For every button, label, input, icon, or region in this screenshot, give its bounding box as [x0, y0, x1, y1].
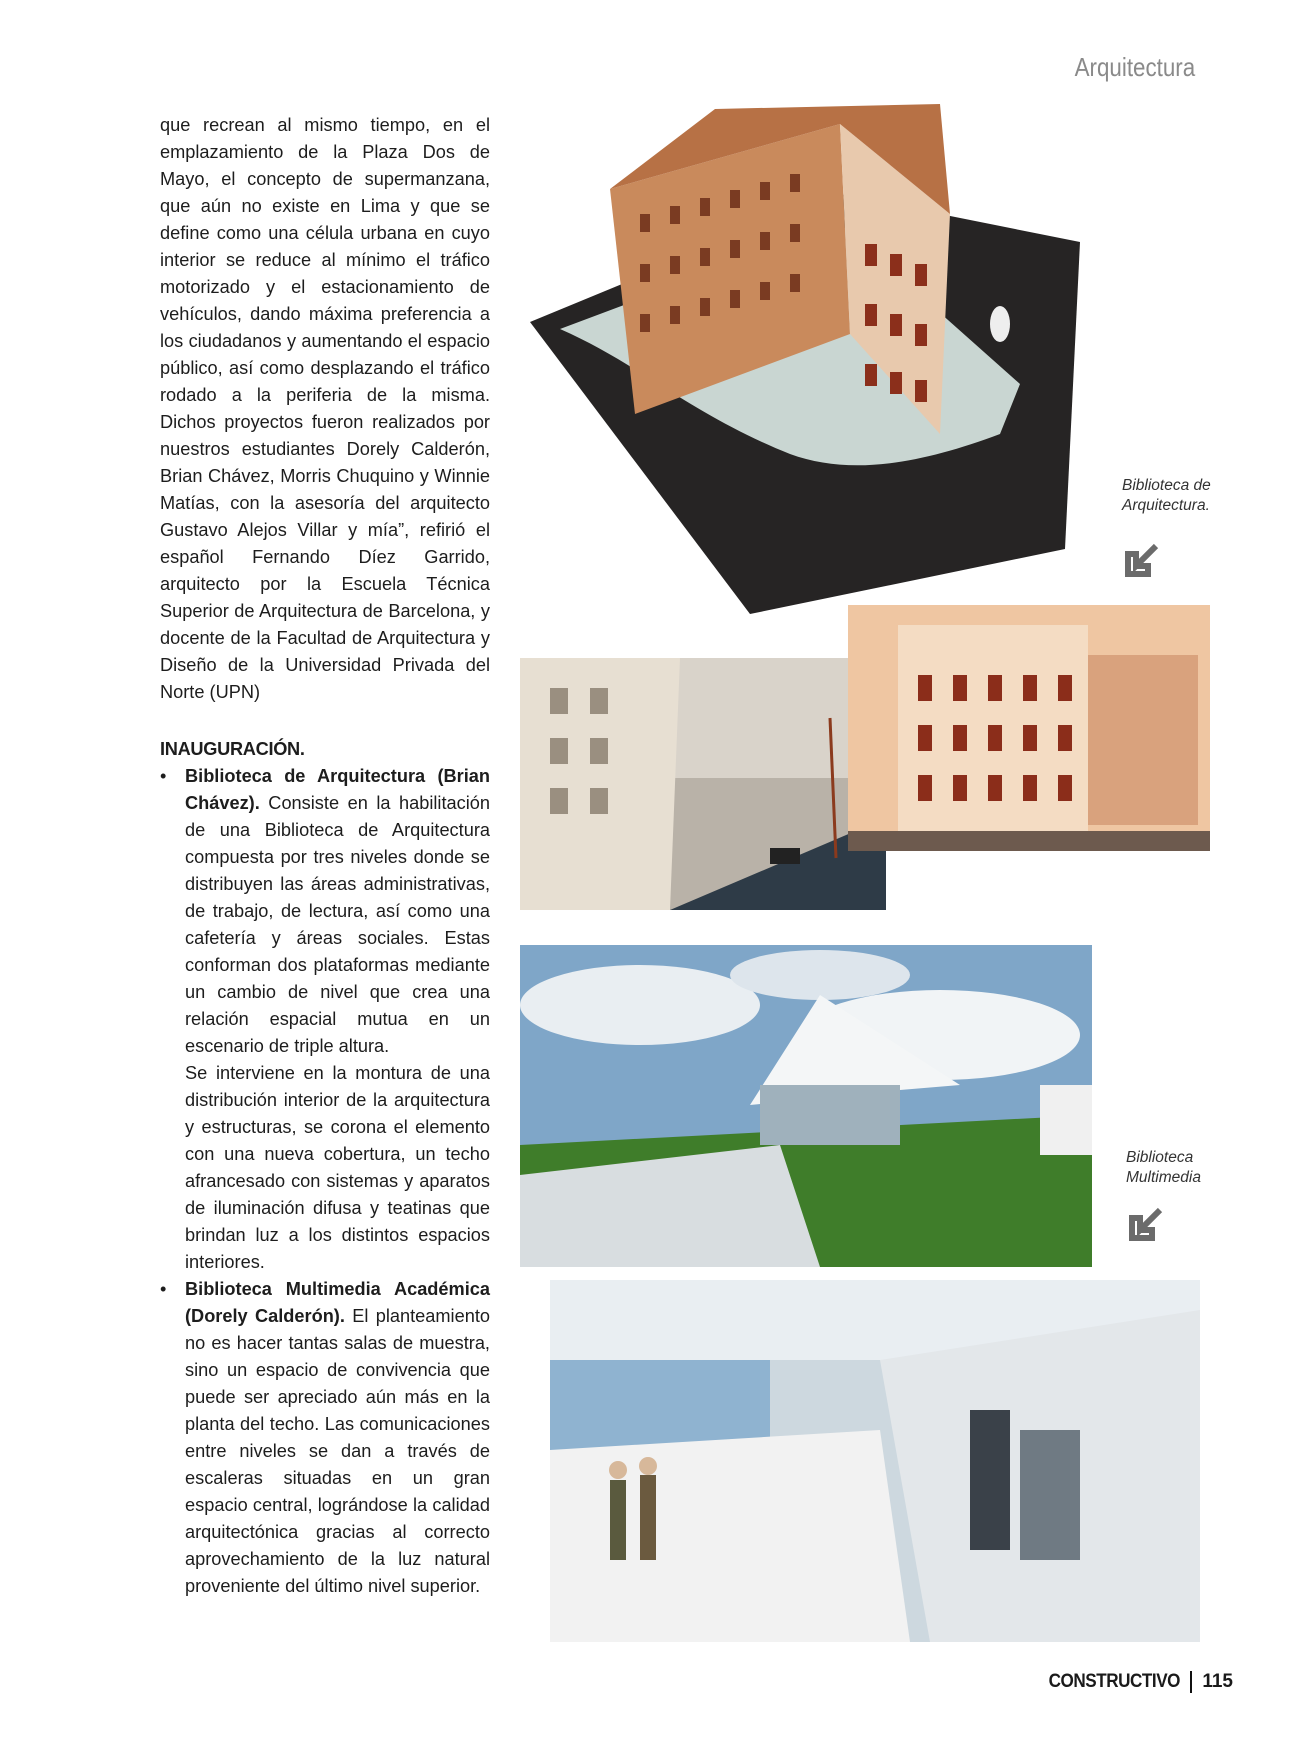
photo-architecture-library-model [520, 104, 1100, 614]
item-title: Biblioteca Multimedia Académica (Dorely Calderón). [185, 1279, 490, 1326]
section-label: Arquitectura [1074, 52, 1195, 82]
bullet-dot: • [160, 766, 167, 786]
bullet-dot: • [160, 1279, 167, 1299]
photo-multimedia-library-exterior [520, 945, 1092, 1267]
caption-architecture-library [1122, 476, 1211, 516]
photo-model-street-closeup [520, 658, 886, 910]
list-item-multimedia-library [160, 1276, 490, 1600]
page-footer [1034, 1671, 1233, 1693]
photo-model-facade [848, 605, 1210, 851]
caption-line: Biblioteca [1126, 1149, 1194, 1166]
intro-paragraph: que recrean al mismo tiempo, en el emplazamiento de la Plaza Dos de Mayo, el concepto de supermanzana, que aún no existe en Lima y que se define como una célula urbana en cuyo interior se reduce al mínimo el tráfico motorizado y el estacionamiento de vehículos, dando máxima preferencia a los ciudadanos y aumentando el espacio público, así como desplazando el tráfico rodado a la periferia de la misma. Dichos proyectos fueron realizados por nuestros estudiantes Dorely Calderón, Brian Chávez, Morris Chuquino y Winnie Matías, con la asesoría del arquitecto Gustavo Alejos Villar y mía”, refirió el español Fernando Díez Garrido, arquitecto por la Escuela Técnica Superior de Arquitectura de Barcelona, y docente de la Facultad de Arquitectura y Diseño de la Universidad Privada del Norte (UPN) [160, 115, 490, 702]
list-item-architecture-library [160, 763, 490, 1276]
item-text: Consiste en la habilitación de una Biblioteca de Arquitectura compuesta por tres niveles donde se distribuyen las áreas administrativas, de trabajo, de lectura, así como una cafetería y áreas sociales. Estas conforman dos plataformas mediante un cambio de nivel que crea una relación espacial mutua en un escenario de triple altura. [185, 793, 490, 1056]
section-heading: INAUGURACIÓN. [160, 739, 305, 759]
page-number: 115 [1202, 1671, 1233, 1692]
caption-line: Multimedia [1126, 1169, 1201, 1186]
item-title: Biblioteca de Arquitectura (Brian Chávez). [185, 766, 490, 813]
caption-multimedia-library [1126, 1148, 1201, 1188]
photo-multimedia-library-interior [550, 1280, 1200, 1642]
arrow-down-left-icon [1122, 540, 1160, 578]
caption-line: Arquitectura. [1122, 497, 1210, 514]
project-list [160, 763, 490, 1600]
footer-divider [1190, 1671, 1192, 1693]
item-text-continued: Se interviene en la montura de una distribución interior de la arquitectura y estructuras, se corona el elemento con una nueva cobertura, un techo afrancesado con sistemas y aparatos de iluminación difusa y teatinas que brindan luz a los distintos espacios interiores. [185, 1063, 490, 1272]
item-text: El planteamiento no es hacer tantas salas de muestra, sino un espacio de convivencia que puede ser apreciado aún más en la planta del techo. Las comunicaciones entre niveles se dan a través de escaleras situadas en un gran espacio central, lográndose la calidad arquitectónica gracias al correcto aprovechamiento de la luz natural proveniente del último nivel superior. [185, 1306, 490, 1596]
article-body [160, 112, 490, 1600]
caption-line: Biblioteca de [1122, 477, 1211, 494]
arrow-down-left-icon [1126, 1204, 1164, 1242]
magazine-name: CONSTRUCTIVO [1048, 1671, 1181, 1692]
